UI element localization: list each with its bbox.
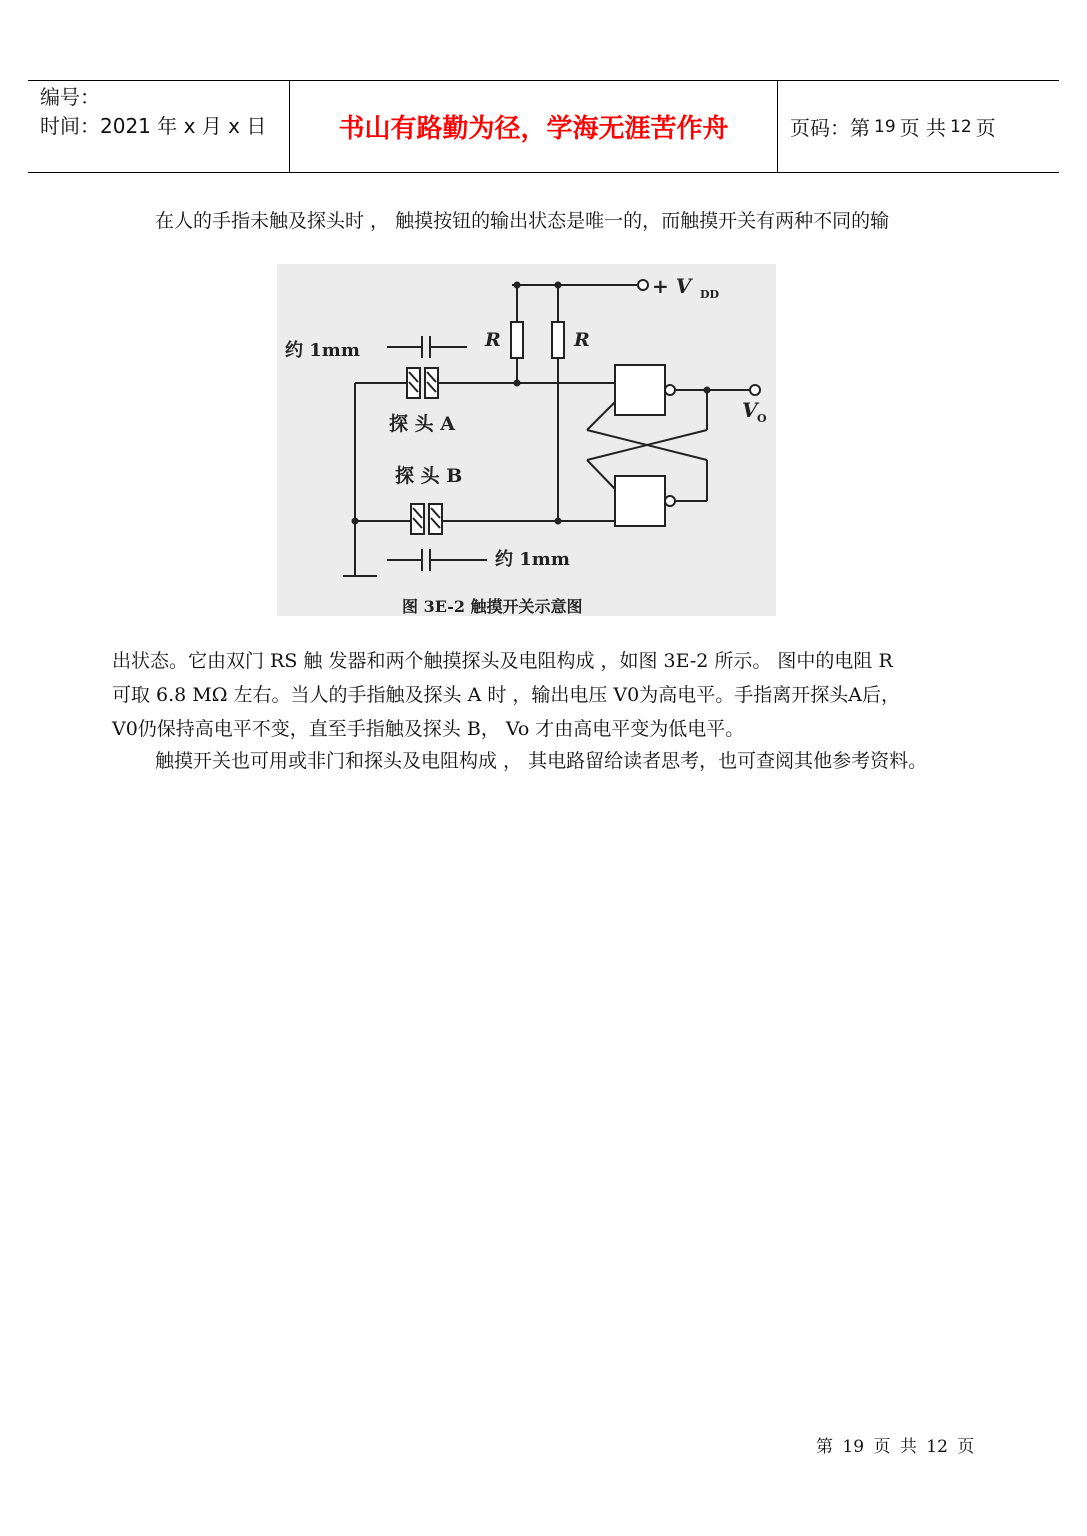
page-suffix: 页	[975, 116, 996, 140]
header-page-info	[778, 81, 1059, 172]
page-current: 19	[874, 116, 896, 137]
header-motto: 书山有路勤为径，学海无涯苦作舟	[290, 81, 778, 172]
probe-b-label: 探 头 B	[395, 465, 463, 487]
probe-a-label: 探 头 A	[389, 413, 455, 435]
page-total: 12	[950, 116, 972, 137]
circuit-figure	[277, 264, 776, 616]
circuit-diagram	[277, 264, 776, 616]
paragraph-1: 在人的手指未触及探头时 ， 触摸按钮的输出状态是唯一的，而触摸开关有两种不同的输	[155, 210, 890, 232]
resistor-label-2: R	[574, 329, 590, 351]
paragraph-2-line-2: 可取 6.8 MΩ 左右。当人的手指触及探头 A 时 ，输出电压 V0为高电平。手指离开探头A后，	[112, 684, 900, 706]
paragraph-2-line-1: 出状态。它由双门 RS 触 发器和两个触摸探头及电阻构成 ，如图 3E-2 所示。 图中的电阻 R	[112, 650, 893, 672]
page-mid: 页 共	[899, 116, 946, 140]
resistor-label-1: R	[485, 329, 501, 351]
gap-label-bottom: 约 1mm	[495, 549, 570, 570]
output-label: V	[742, 398, 758, 422]
paragraph-2-line-3: V0仍保持高电平不变，直至手指触及探头 B， Vo 才由高电平变为低电平。	[112, 718, 745, 740]
vdd-subscript: DD	[700, 288, 720, 301]
number-label: 编号：	[40, 85, 100, 109]
vdd-label: + V	[652, 274, 692, 298]
time-label: 时间：2021 年 x 月 x 日	[40, 114, 267, 138]
page-prefix: 页码：第	[790, 116, 870, 140]
header-meta	[28, 81, 290, 172]
output-subscript: O	[757, 412, 767, 425]
gap-label-top: 约 1mm	[285, 340, 360, 361]
paragraph-3: 触摸开关也可用或非门和探头及电阻构成 ， 其电路留给读者思考，也可查阅其他参考资料。	[155, 750, 928, 772]
figure-caption: 图 3E-2 触摸开关示意图	[402, 597, 583, 616]
page-header	[28, 80, 1059, 173]
page-footer: 第 19 页 共 12 页	[816, 1437, 975, 1457]
